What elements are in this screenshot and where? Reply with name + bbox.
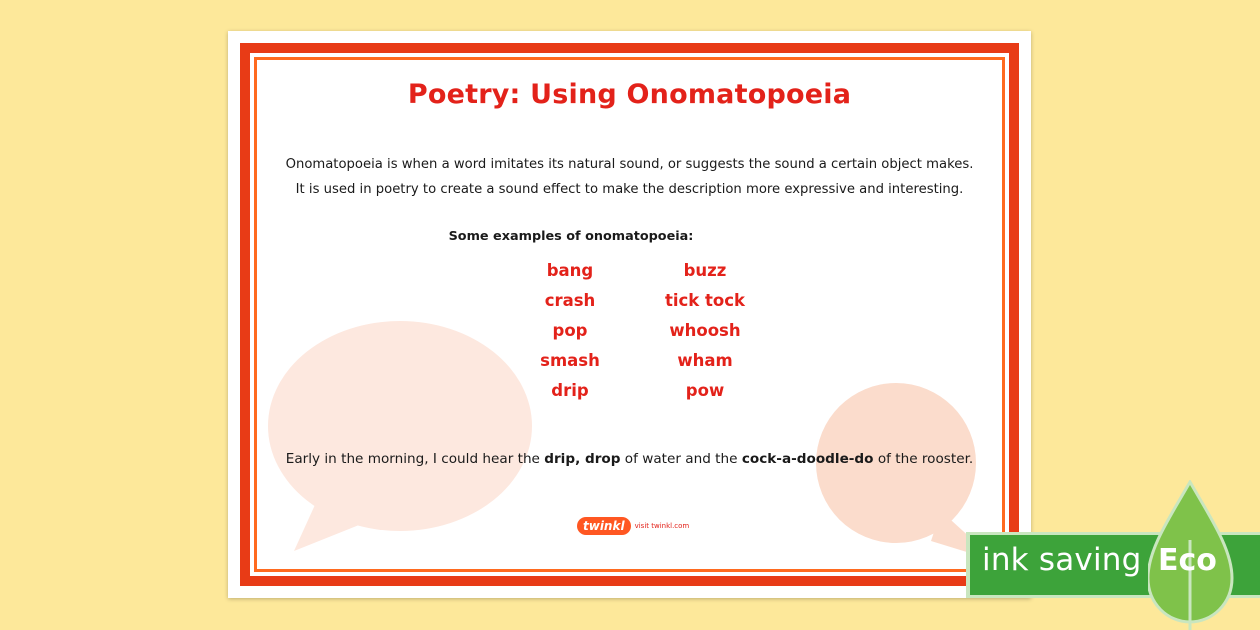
worksheet-page [228, 31, 1031, 598]
example-sentence [228, 451, 1031, 467]
example-word: buzz [683, 261, 727, 280]
examples-right-column [635, 256, 775, 406]
examples-left-column [500, 256, 640, 406]
ink-saving-label: ink saving [982, 542, 1142, 578]
sentence-part: Early in the morning, I could hear the [285, 451, 545, 467]
speech-bubble-left [264, 316, 536, 551]
ink-saving-eco-badge [966, 480, 1260, 630]
twinkl-logo-mark: twinkl [577, 517, 631, 535]
example-word: bang [546, 261, 594, 280]
intro-line-1: Onomatopoeia is when a word imitates its natural sound, or suggests the sound a certain object makes. [285, 157, 974, 172]
examples-heading: Some examples of onomatopoeia: [448, 229, 694, 244]
intro-paragraph [228, 152, 1031, 202]
example-word: wham [677, 351, 733, 370]
example-word: tick tock [664, 291, 746, 310]
intro-line-2: It is used in poetry to create a sound effect to make the description more expressive and interesting. [295, 182, 964, 197]
example-word: crash [544, 291, 596, 310]
example-word: smash [540, 351, 600, 370]
twinkl-tagline: visit twinkl.com [634, 522, 690, 530]
sentence-part: of the rooster. [873, 451, 974, 467]
example-word: pop [552, 321, 588, 340]
example-word: whoosh [669, 321, 741, 340]
twinkl-logo [577, 513, 689, 539]
page-title: Poetry: Using Onomatopoeia [407, 79, 852, 110]
example-word: pow [685, 381, 725, 400]
sentence-bold: drip, drop [544, 451, 621, 467]
eco-label: Eco [1158, 543, 1217, 578]
sentence-part: of water and the [620, 451, 742, 467]
sentence-bold: cock-a-doodle-do [741, 451, 874, 467]
example-word: drip [551, 381, 589, 400]
